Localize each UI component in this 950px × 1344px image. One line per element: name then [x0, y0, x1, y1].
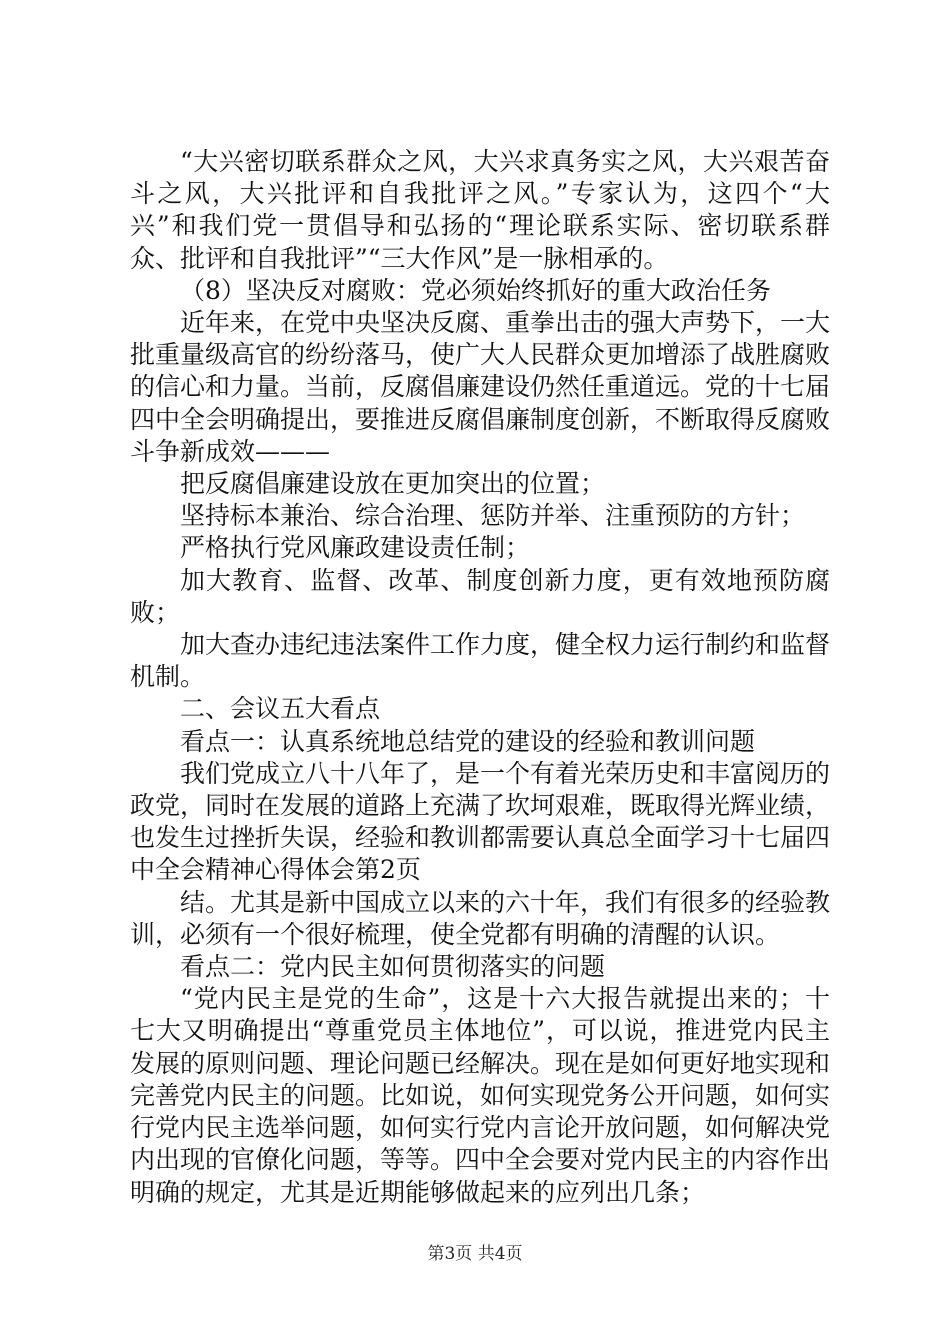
highlight-one-heading: 看点一：认真系统地总结党的建设的经验和教训问题	[180, 726, 756, 756]
section-heading-anti-corruption: （8）坚决反对腐败：党必须始终抓好的重大政治任务	[180, 275, 771, 305]
list-item-responsibility: 严格执行党风廉政建设责任制；	[180, 533, 531, 563]
highlight-two-heading: 看点二：党内民主如何贯彻落实的问题	[180, 952, 606, 982]
list-item-policy: 坚持标本兼治、综合治理、惩防并举、注重预防的方针；	[180, 501, 806, 531]
paragraph-four-daxing-quote: “大兴密切联系群众之风，大兴求真务实之风，大兴艰苦奋斗之风，大兴批评和自我批评之风。”专家认为，这四个“大兴”和我们党一贯倡导和弘扬的“理论联系实际、密切联系群众、批评和自我批评”“三大作风”是一脉相承的。	[130, 147, 830, 273]
paragraph-anti-corruption-intro: 近年来，在党中央坚决反腐、重拳出击的强大声势下，一大批重量级高官的纷纷落马，使广大人民群众更加增添了战胜腐败的信心和力量。当前，反腐倡廉建设仍然任重道远。党的十七届四中全会明确提出，要推进反腐倡廉制度创新，不断取得反腐败斗争新成效———	[130, 308, 831, 466]
document-body	[130, 146, 830, 1209]
list-item-prevention: 加大教育、监督、改革、制度创新力度，更有效地预防腐败；	[130, 565, 830, 627]
list-item-supervision: 加大查办违纪违法案件工作力度，健全权力运行制约和监督机制。	[130, 630, 831, 692]
page-number-footer: 第3页 共4页	[427, 1244, 523, 1264]
paragraph-sixty-years: 结。尤其是新中国成立以来的六十年，我们有很多的经验教训，必须有一个很好梳理，使全党都有明确的清醒的认识。	[130, 887, 831, 949]
paragraph-party-history: 我们党成立八十八年了，是一个有着光荣历史和丰富阅历的政党，同时在发展的道路上充满了坎坷艰难，既取得光辉业绩，也发生过挫折失误，经验和教训都需要认真总全面学习十七届四中全会精神心得体会第2页	[130, 758, 831, 885]
paragraph-inner-party-democracy: “党内民主是党的生命”，这是十六大报告就提出来的；十七大又明确提出“尊重党员主体地位”，可以说，推进党内民主发展的原则问题、理论问题已经解决。现在是如何更好地实现和完善党内民主的问题。比如说，如何实现党务公开问题，如何实行党内民主选举问题，如何实行党内言论开放问题，如何解决党内出现的官僚化问题，等等。四中全会要对党内民主的内容作出明确的规定，尤其是近期能够做起来的应列出几条；	[130, 984, 831, 1207]
section-heading-five-highlights: 二、会议五大看点	[180, 694, 381, 724]
list-item-priority: 把反腐倡廉建设放在更加突出的位置；	[180, 469, 606, 499]
